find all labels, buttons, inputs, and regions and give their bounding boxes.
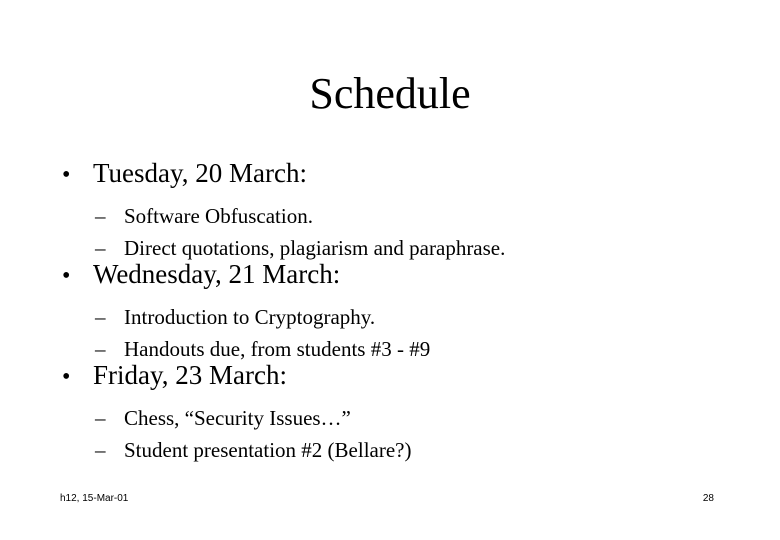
slide-title: Schedule <box>309 69 471 118</box>
sub-list <box>95 402 412 466</box>
list-item-text: Introduction to Cryptography. <box>124 305 376 329</box>
bullet-icon: • <box>62 263 71 289</box>
list-item-text: Direct quotations, plagiarism and paraphrase. <box>124 236 506 260</box>
dash-icon: – <box>95 236 106 260</box>
dash-icon: – <box>95 438 106 462</box>
bullet-row <box>62 257 430 293</box>
list-item-text: Software Obfuscation. <box>124 204 313 228</box>
bullet-icon: • <box>62 162 71 188</box>
list-item-text: Handouts due, from students #3 - #9 <box>124 337 431 361</box>
dash-icon: – <box>95 337 106 361</box>
day-label: Friday, 23 March: <box>93 360 287 390</box>
dash-icon: – <box>95 305 106 329</box>
footer-lecture-date: h12, 15-Mar-01 <box>60 493 129 504</box>
dash-icon: – <box>95 204 106 228</box>
list-item-text: Chess, “Security Issues…” <box>124 406 351 430</box>
bullet-row <box>62 156 505 192</box>
sub-list <box>95 200 505 264</box>
day-label: Wednesday, 21 March: <box>93 259 341 289</box>
day-label: Tuesday, 20 March: <box>93 158 307 188</box>
list-item <box>95 200 505 232</box>
schedule-day-wednesday <box>62 257 430 365</box>
sub-list <box>95 301 430 365</box>
dash-icon: – <box>95 406 106 430</box>
bullet-icon: • <box>62 364 71 390</box>
footer-page-number: 28 <box>702 493 714 504</box>
list-item <box>95 402 412 434</box>
list-item-text: Student presentation #2 (Bellare?) <box>124 438 412 462</box>
bullet-row <box>62 358 412 394</box>
schedule-day-tuesday <box>62 156 505 264</box>
schedule-day-friday <box>62 358 412 466</box>
list-item <box>95 434 412 466</box>
list-item <box>95 301 430 333</box>
